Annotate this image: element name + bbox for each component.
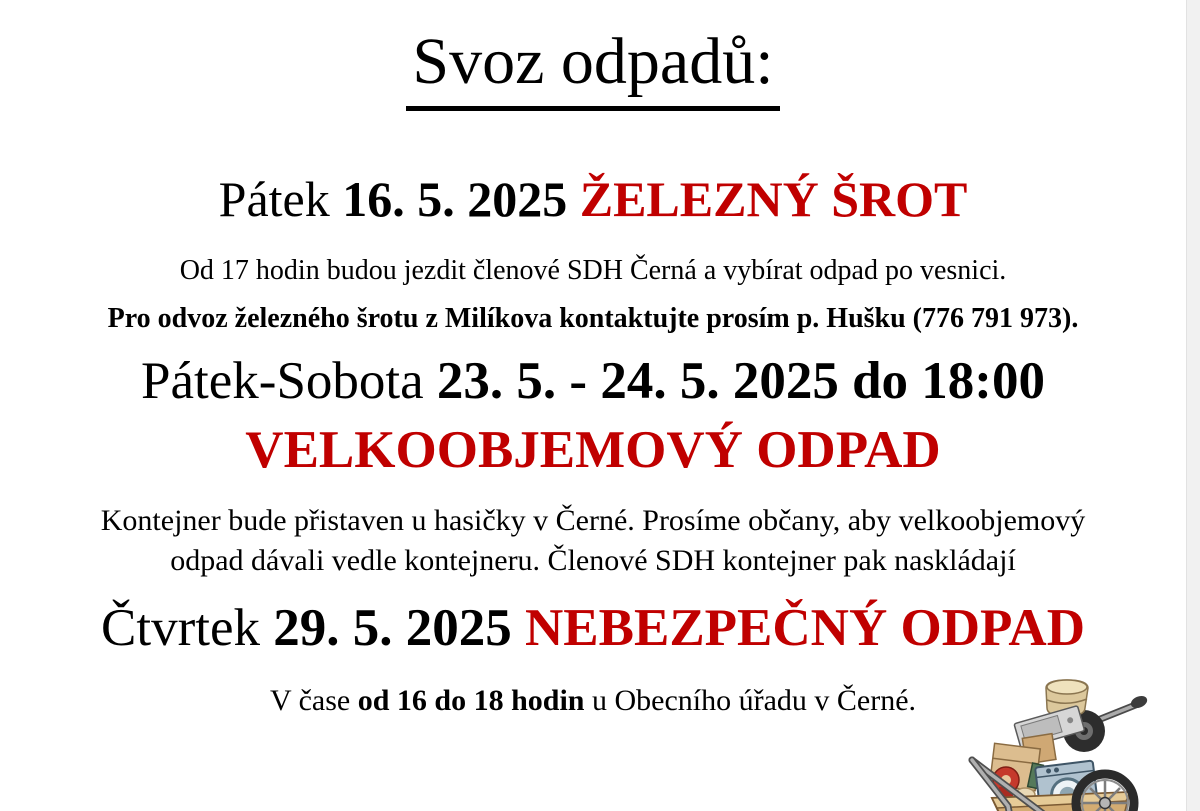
detail-suffix: u Obecního úřadu v Černé. <box>584 684 917 718</box>
scrap-cart-icon <box>966 674 1158 811</box>
event-iron-scrap-contact: Pro odvoz železného šrotu z Milíkova kontaktujte prosím p. Hušku (776 791 973). <box>107 302 1079 334</box>
detail-line-2: odpad dávali vedle kontejneru. Členové SDH kontejner pak naskládají <box>170 543 1016 577</box>
event-bulky-waste-heading <box>0 351 1186 412</box>
event-day: Pátek <box>218 170 343 227</box>
event-day: Čtvrtek <box>101 599 274 658</box>
scrap-cart-illustration <box>966 674 1158 811</box>
event-date: 23. 5. - 24. 5. 2025 do 18:00 <box>436 352 1045 411</box>
event-bulky-waste-detail <box>0 501 1186 580</box>
detail-prefix: V čase <box>269 684 358 718</box>
title-row <box>0 26 1186 111</box>
event-day: Pátek-Sobota <box>141 352 437 411</box>
detail-line-1: Kontejner bude přistaven u hasičky v Černé. Prosíme občany, aby velkoobjemový <box>100 504 1086 538</box>
event-hazardous-waste-heading <box>0 598 1186 659</box>
page-title: Svoz odpadů: <box>406 26 779 111</box>
event-bulky-waste-type: VELKOOBJEMOVÝ ODPAD <box>245 421 941 480</box>
event-type: ŽELEZNÝ ŠROT <box>579 170 968 227</box>
event-iron-scrap-heading <box>0 171 1186 229</box>
scrollbar[interactable] <box>1186 0 1200 811</box>
event-iron-scrap-detail: Od 17 hodin budou jezdit členové SDH Černá a vybírat odpad po vesnici. <box>179 255 1007 287</box>
detail-time: od 16 do 18 hodin <box>357 684 585 718</box>
event-date: 16. 5. 2025 <box>342 170 580 227</box>
announcement-page <box>0 26 1186 811</box>
event-date: 29. 5. 2025 <box>273 599 525 658</box>
event-type: NEBEZPEČNÝ ODPAD <box>525 599 1085 658</box>
